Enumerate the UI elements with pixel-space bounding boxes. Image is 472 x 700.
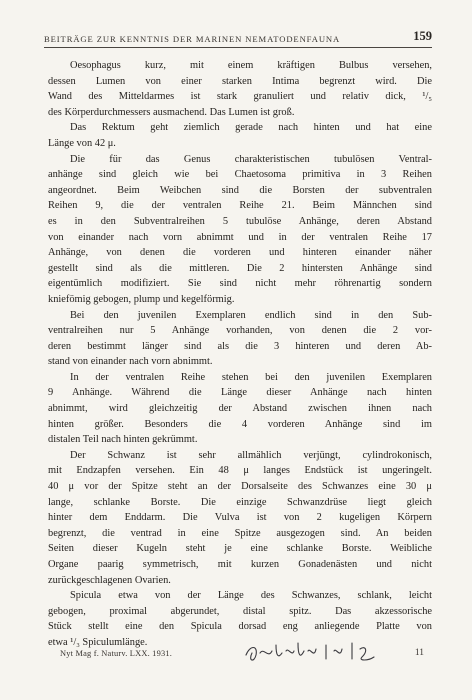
text-line: lange, schlanke Borste. Die einzige Schwanzdrüse liegt gleich (48, 496, 432, 508)
handwritten-note (242, 637, 382, 667)
text-line: Spicula etwa von der Länge des Schwanzes, schlank, leicht (70, 590, 432, 602)
page-number: 159 (413, 29, 432, 43)
sheet-number: 11 (414, 648, 424, 658)
text-line: des Körperdurchmessers ausmachend. Das Lumen ist groß. (48, 106, 295, 118)
text-line: angeordnet. Beim Weibchen sind die Borsten der subventralen (48, 184, 432, 196)
text-line: 40 μ vor der Spitze steht an der Dorsalseite des Schwanzes eine 30 μ (48, 481, 432, 493)
text-line: stand von einander nach vorn abnimmt. (48, 356, 213, 368)
text-line: zurückgeschlagenen Ovarien. (48, 574, 171, 586)
text-line: gestellt sind als die mittleren. Die 2 hintersten Anhänge sind (48, 262, 432, 274)
text-line: abnimmt, wird gleichzeitig der Abstand zwischen ihnen nach (48, 403, 432, 415)
text-line: Der Schwanz ist sehr allmählich verjüngt, cylindrokonisch, (70, 449, 432, 461)
page-footer (60, 643, 424, 667)
text-line: Die für das Genus charakteristischen tubulösen Ventral- (70, 153, 432, 165)
text-line: es in den Subventralreihen 5 tubulöse Anhänge, deren Abstand (48, 215, 432, 227)
text-line: kniefömig gebogen, plump und kegelförmig. (48, 293, 235, 305)
text-line: Bei den juvenilen Exemplaren endlich sind in den Sub- (70, 309, 432, 321)
text-line: ventralreihen nur 5 Anhänge vorhanden, von denen die 2 vor- (48, 325, 432, 337)
running-title: BEITRÄGE ZUR KENNTNIS DER MARINEN NEMATODENFAUNA (44, 34, 341, 44)
text-line: Anhänge, von denen die vorderen und hinteren einander näher (48, 247, 432, 259)
text-line: In der ventralen Reihe stehen bei den juvenilen Exemplaren (70, 371, 432, 383)
text-line: begrenzt, die ventrad in eine Spitze ausgezogen sind. An beiden (48, 527, 432, 539)
text-line: hinten größer. Besonders die 4 vorderen Anhänge sind im (48, 418, 432, 430)
text-line: von einander nach vorn abnimmt und in der ventralen Reihe 17 (48, 231, 432, 243)
journal-citation: Nyt Mag f. Naturv. LXX. 1931. (60, 649, 173, 658)
text-line: distalen Teil nach hinten gekrümmt. (48, 434, 198, 446)
text-line: dessen Lumen von einer starken Intima begrenzt wird. Die (48, 75, 432, 87)
text-line: Stück stellt eine den Spicula dorsad eng anliegende Platte von (48, 621, 432, 633)
text-line: etwa ¹/₃ Spiculumlänge. (48, 636, 148, 648)
header-rule (44, 47, 432, 48)
text-line: Wand des Mitteldarmes ist stark granuliert und relativ dick, ¹/₅ (48, 91, 432, 103)
text-line: eigentümlich modifiziert. Sie sind nicht mehr röhrenartig sondern (48, 278, 432, 290)
text-line: 9 Anhänge. Während die Länge dieser Anhänge nach hinten (48, 387, 432, 399)
text-line: anhänge sind gleich wie bei Chaetosoma primitiva in 3 Reihen (48, 169, 432, 181)
page-header (44, 24, 432, 44)
text-line: hinter dem Enddarm. Die Vulva ist von 2 kugeligen Körpern (48, 512, 432, 524)
text-line: Oesophagus kurz, mit einem kräftigen Bulbus versehen, (70, 60, 432, 71)
body-text (48, 58, 432, 651)
text-line: mit Endzapfen versehen. Ein 48 μ langes Endstück ist ungeringelt. (48, 465, 432, 477)
text-line: Organe paarig symmetrisch, mit kurzen Gonadenästen und nicht (48, 559, 432, 570)
text-line: gebogen, proximal abgerundet, distal spitz. Das akzessorische (48, 605, 432, 617)
text-line: deren bestimmt länger sind als die 3 hinteren und deren Ab- (48, 340, 432, 352)
text-line: Reihen 9, die der ventralen Reihe 21. Beim Männchen sind (48, 200, 432, 212)
text-line: Das Rektum geht ziemlich gerade nach hinten und hat eine (70, 122, 432, 134)
text-line: Seiten dieser Kugeln steht je eine schlanke Borste. Weibliche (48, 543, 432, 555)
text-line: Länge von 42 μ. (48, 137, 116, 149)
